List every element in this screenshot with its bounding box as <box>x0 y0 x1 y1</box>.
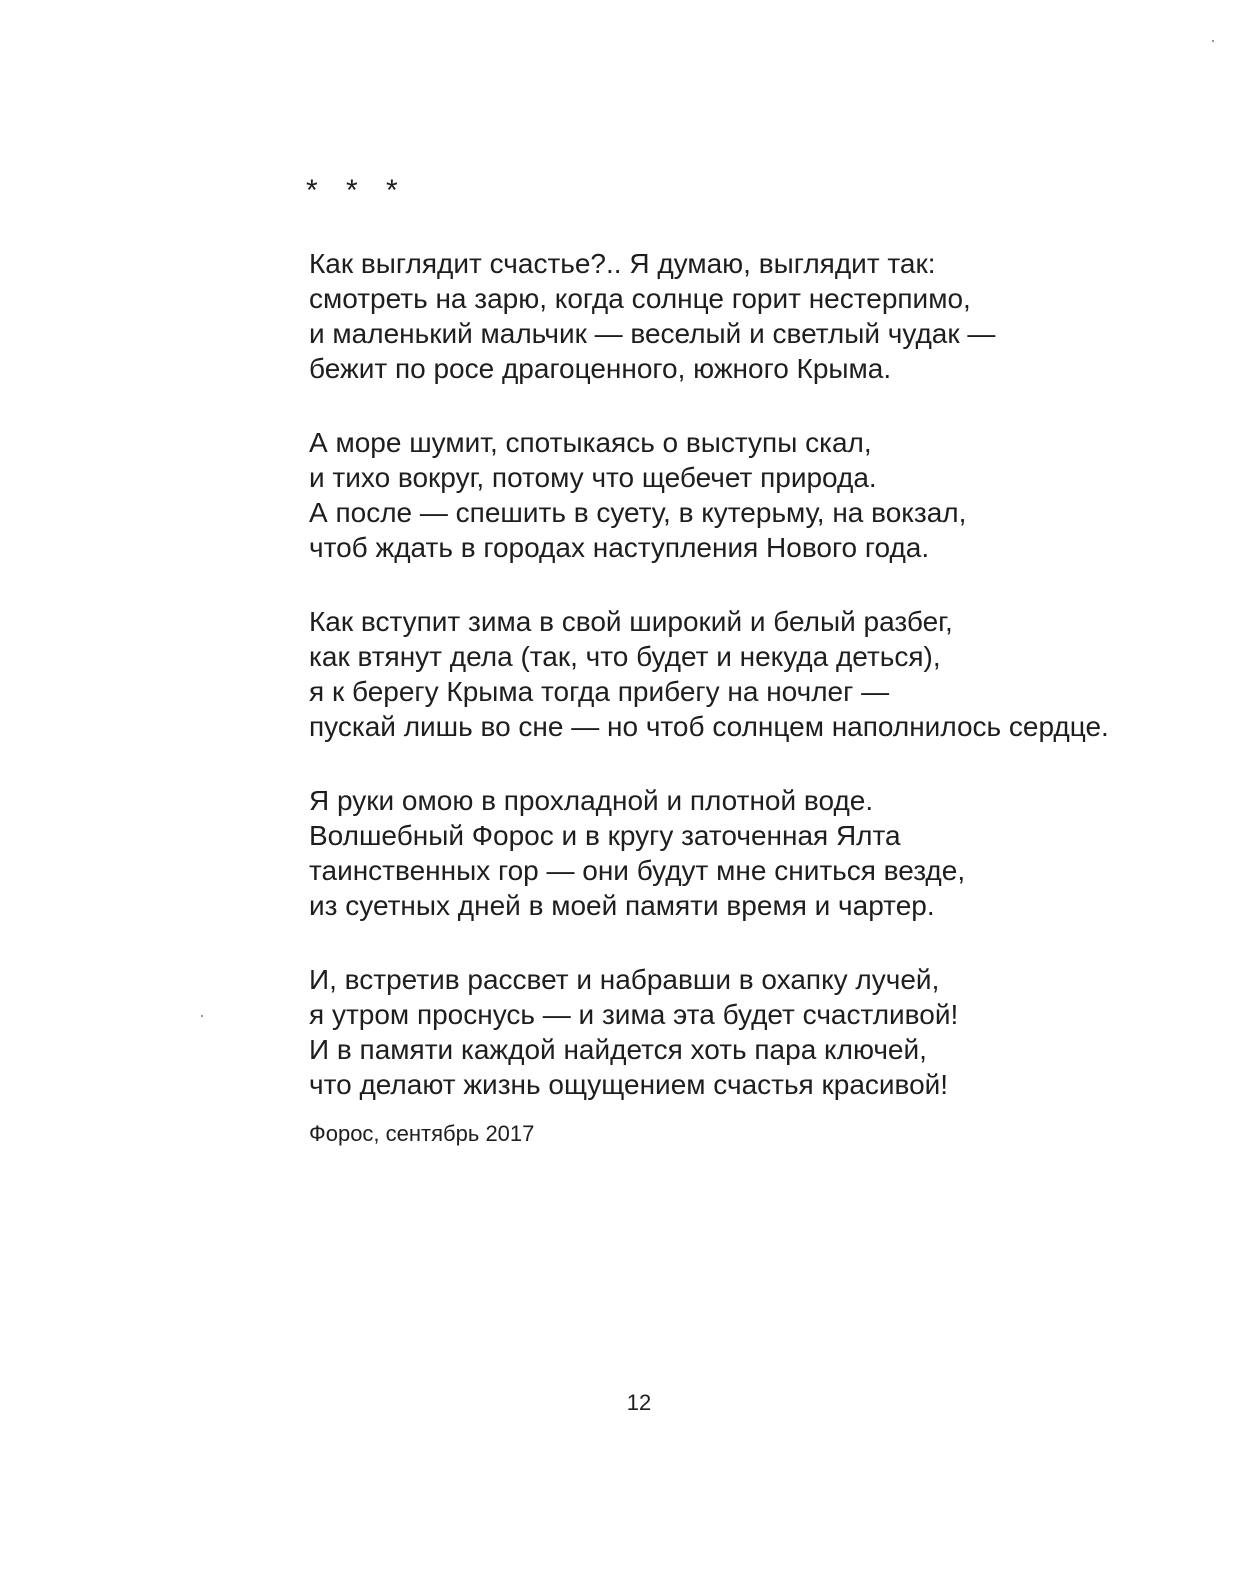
stanza <box>309 783 1189 923</box>
scan-speck <box>201 1015 203 1017</box>
poem-line: пускай лишь во сне — но чтоб солнцем наполнилось сердце. <box>309 711 1109 742</box>
poem-line: Волшебный Форос и в кругу заточенная Ялта <box>309 820 901 851</box>
poem-line: Как выглядит счастье?.. Я думаю, выглядит так: <box>309 248 936 279</box>
poem-line: как втянут дела (так, что будет и некуда деться), <box>309 641 941 672</box>
poem-line: и маленький мальчик — веселый и светлый чудак — <box>309 318 996 349</box>
stanza <box>309 604 1189 744</box>
poem-line: И, встретив рассвет и набравши в охапку лучей, <box>309 964 940 995</box>
poem-line: Я руки омою в прохладной и плотной воде. <box>309 785 874 816</box>
place-date-signature: Форос, сентябрь 2017 <box>309 1121 535 1146</box>
poem-line: бежит по росе драгоценного, южного Крыма. <box>309 353 892 384</box>
poem-line: таинственных гор — они будут мне сниться везде, <box>309 855 966 886</box>
stanza <box>309 246 1189 386</box>
poem-line: и тихо вокруг, потому что щебечет природа. <box>309 462 877 493</box>
poem-line: И в памяти каждой найдется хоть пара ключей, <box>309 1034 927 1065</box>
poem-line: я к берегу Крыма тогда прибегу на ночлег — <box>309 676 890 707</box>
stanza <box>309 425 1189 565</box>
poem-line: смотреть на зарю, когда солнце горит нестерпимо, <box>309 283 971 314</box>
page-number: 12 <box>626 1390 652 1415</box>
poem-line: из суетных дней в моей памяти время и чартер. <box>309 890 935 921</box>
poem-line: чтоб ждать в городах наступления Нового года. <box>309 532 930 563</box>
section-asterism: * * * <box>306 174 408 207</box>
poem-line: А море шумит, спотыкаясь о выступы скал, <box>309 427 872 458</box>
poem-line: Как вступит зима в свой широкий и белый разбег, <box>309 606 953 637</box>
scan-speck <box>1212 40 1214 42</box>
poem-line: я утром проснусь — и зима эта будет счастливой! <box>309 999 959 1030</box>
poem-line: что делают жизнь ощущением счастья красивой! <box>309 1069 949 1100</box>
poem-body <box>309 246 1189 1141</box>
poem-line: А после — спешить в суету, в кутерьму, на вокзал, <box>309 497 967 528</box>
stanza <box>309 962 1189 1102</box>
